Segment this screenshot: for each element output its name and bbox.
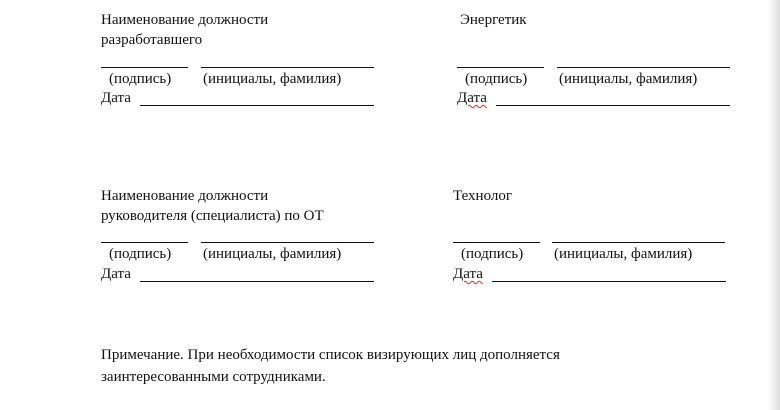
note-line-1: Примечание. При необходимости список визирующих лиц дополняется bbox=[101, 347, 560, 363]
name-caption: (инициалы, фамилия) bbox=[554, 246, 693, 262]
signature-line[interactable] bbox=[101, 242, 188, 243]
position-title: Наименование должности bbox=[101, 188, 269, 204]
page-edge-shadow bbox=[768, 0, 780, 410]
name-line[interactable] bbox=[201, 242, 374, 243]
name-caption: (инициалы, фамилия) bbox=[203, 246, 342, 262]
name-line[interactable] bbox=[557, 67, 730, 68]
signature-line[interactable] bbox=[457, 67, 544, 68]
position-title: Наименование должности bbox=[101, 12, 269, 28]
position-title: Энергетик bbox=[460, 12, 527, 28]
name-line[interactable] bbox=[552, 242, 725, 243]
signature-line[interactable] bbox=[101, 67, 188, 68]
signature-caption: (подпись) bbox=[109, 71, 172, 87]
position-title-continued: разработавшего bbox=[101, 32, 203, 48]
position-title-continued: руководителя (специалиста) по ОТ bbox=[101, 208, 324, 224]
date-label: Дата bbox=[101, 90, 131, 106]
name-caption: (инициалы, фамилия) bbox=[203, 71, 342, 87]
name-line[interactable] bbox=[201, 67, 374, 68]
date-label: Дата bbox=[453, 266, 483, 282]
date-line[interactable] bbox=[140, 105, 374, 106]
date-line[interactable] bbox=[496, 105, 730, 106]
name-caption: (инициалы, фамилия) bbox=[559, 71, 698, 87]
date-label: Дата bbox=[101, 266, 131, 282]
date-line[interactable] bbox=[140, 281, 374, 282]
signature-caption: (подпись) bbox=[109, 246, 172, 262]
date-line[interactable] bbox=[492, 281, 726, 282]
date-label: Дата bbox=[457, 90, 487, 106]
signature-line[interactable] bbox=[453, 242, 540, 243]
signature-caption: (подпись) bbox=[461, 246, 524, 262]
note-line-2: заинтересованными сотрудниками. bbox=[101, 369, 326, 385]
position-title: Технолог bbox=[453, 188, 513, 204]
signature-caption: (подпись) bbox=[465, 71, 528, 87]
